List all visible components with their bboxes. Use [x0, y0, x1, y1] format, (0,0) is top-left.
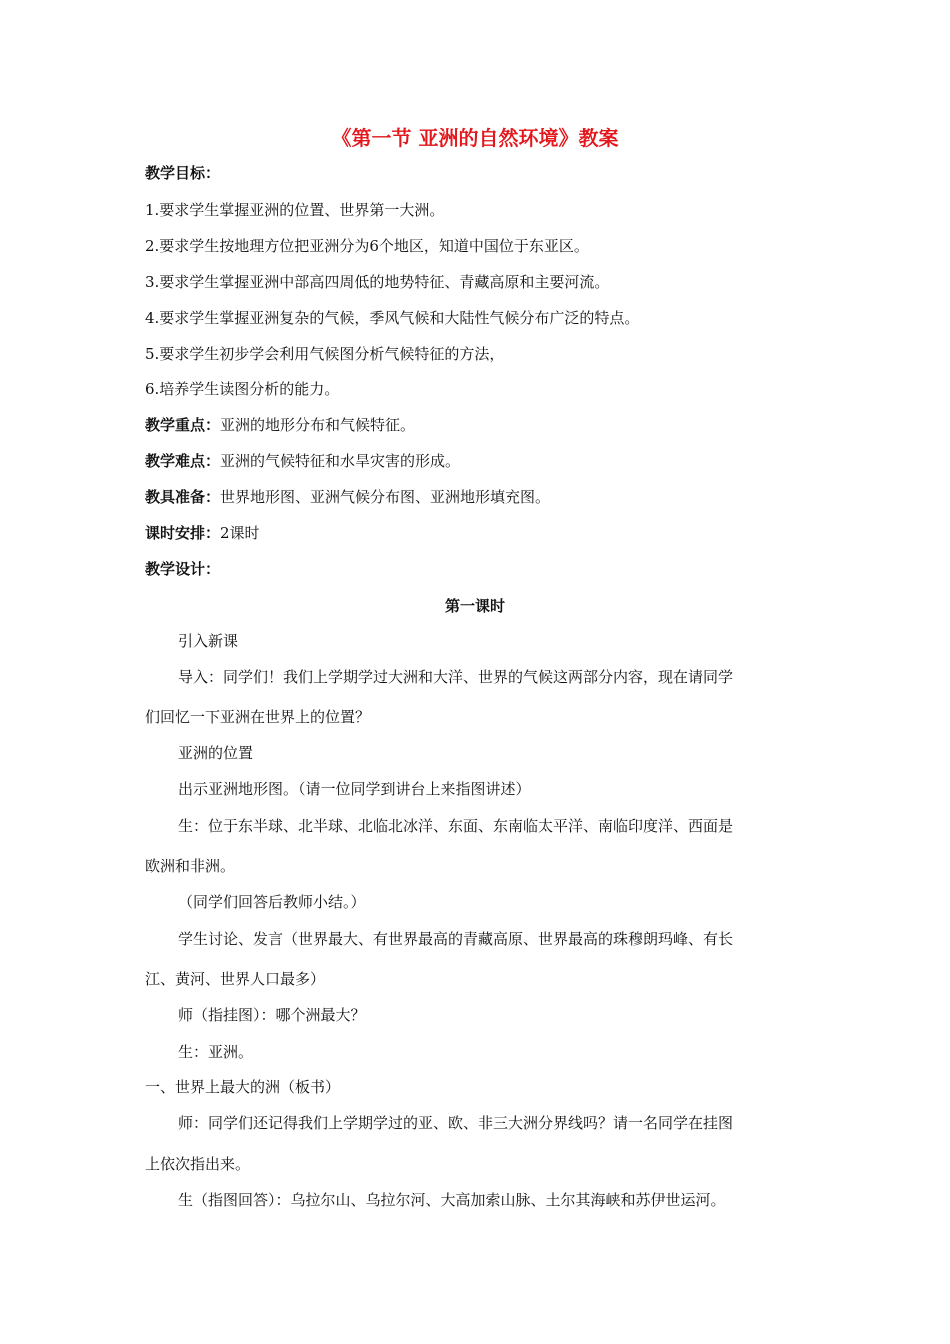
document-title: 《第一节 亚洲的自然环境》教案: [331, 126, 619, 150]
body-paragraph: 师：同学们还记得我们上学期学过的亚、欧、非三大洲分界线吗？请一名同学在挂图: [178, 1114, 734, 1132]
body-paragraph-continuation: 江、黄河、世界人口最多）: [145, 970, 326, 988]
body-paragraph-continuation: 上依次指出来。: [145, 1155, 251, 1173]
body-paragraph: 亚洲的位置: [178, 744, 254, 762]
difficulties-row: [145, 450, 460, 472]
materials-row: [145, 486, 550, 508]
objective-item: 5.要求学生初步学会利用气候图分析气候特征的方法，: [145, 345, 505, 363]
lesson-heading: 第一课时: [444, 597, 505, 615]
body-paragraph-continuation: 们回忆一下亚洲在世界上的位置？: [145, 708, 371, 726]
body-paragraph: 生：亚洲。: [178, 1043, 254, 1061]
objective-item: 1.要求学生掌握亚洲的位置、世界第一大洲。: [145, 201, 445, 219]
schedule-text: 2课时: [220, 524, 260, 542]
objective-item: 3.要求学生掌握亚洲中部高四周低的地势特征、青藏高原和主要河流。: [145, 273, 610, 291]
difficulties-label: 教学难点：: [145, 452, 221, 470]
key-points-text: 亚洲的地形分布和气候特征。: [220, 416, 416, 434]
key-points-label: 教学重点：: [145, 416, 221, 434]
schedule-row: [145, 522, 260, 544]
materials-label: 教具准备：: [145, 488, 221, 506]
key-points-row: [145, 414, 415, 436]
body-paragraph: （同学们回答后教师小结。）: [178, 893, 366, 911]
body-paragraph-continuation: 欧洲和非洲。: [145, 857, 236, 875]
body-paragraph: 师（指挂图）：哪个洲最大？: [178, 1006, 366, 1024]
schedule-label: 课时安排：: [145, 524, 221, 542]
body-paragraph: 学生讨论、发言（世界最大、有世界最高的青藏高原、世界最高的珠穆朗玛峰、有长: [178, 930, 734, 948]
objectives-heading: 教学目标：: [145, 164, 221, 182]
objective-item: 6.培养学生读图分析的能力。: [145, 380, 340, 398]
difficulties-text: 亚洲的气候特征和水旱灾害的形成。: [220, 452, 461, 470]
design-heading: 教学设计：: [145, 560, 221, 578]
body-paragraph: 出示亚洲地形图。（请一位同学到讲台上来指图讲述）: [178, 780, 531, 798]
objective-item: 4.要求学生掌握亚洲复杂的气候，季风气候和大陆性气候分布广泛的特点。: [145, 309, 640, 327]
section-heading: 一、世界上最大的洲（板书）: [145, 1078, 341, 1096]
body-paragraph: 生（指图回答）：乌拉尔山、乌拉尔河、大高加索山脉、土尔其海峡和苏伊世运河。: [178, 1191, 726, 1209]
body-paragraph: 导入：同学们！我们上学期学过大洲和大洋、世界的气候这两部分内容，现在请同学: [178, 668, 734, 686]
body-paragraph: 生：位于东半球、北半球、北临北冰洋、东面、东南临太平洋、南临印度洋、西面是: [178, 817, 734, 835]
objective-item: 2.要求学生按地理方位把亚洲分为6个地区，知道中国位于东亚区。: [145, 237, 589, 255]
materials-text: 世界地形图、亚洲气候分布图、亚洲地形填充图。: [220, 488, 551, 506]
body-paragraph: 引入新课: [178, 632, 239, 650]
